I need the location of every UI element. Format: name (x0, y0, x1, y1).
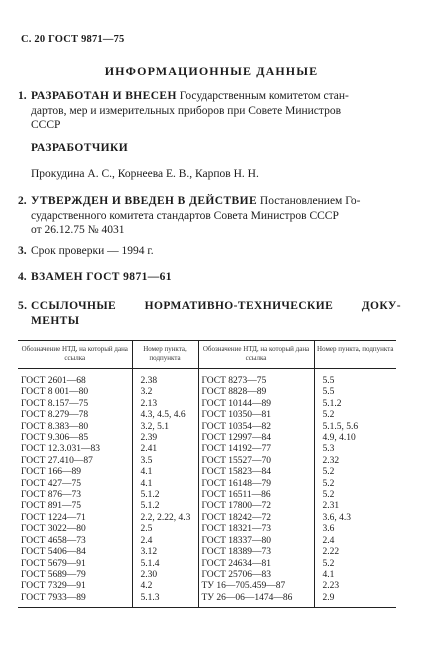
table-row (18, 456, 396, 467)
cell-ntd-left: ГОСТ 891—75 (21, 501, 81, 512)
cell-point-left: 4.3, 4.5, 4.6 (132, 410, 198, 421)
item-5-line-2: МЕНТЫ (31, 315, 80, 327)
item-3 (18, 244, 391, 259)
cell-point-right: 2.31 (314, 501, 396, 512)
cell-ntd-right: ГОСТ 16148—79 (198, 479, 314, 490)
item-1-text: Государственным комитетом стан- (176, 90, 349, 102)
item-5-number: 5. (18, 300, 28, 312)
column-header-ntd-right: Обозначение НТД, на который дана ссылка (198, 341, 314, 369)
item-4-number: 4. (18, 271, 27, 283)
cell-point-left: 2.39 (132, 433, 198, 444)
cell-ntd-right: ГОСТ 14192—77 (198, 444, 314, 455)
cell-ntd-left: ГОСТ 7933—89 (18, 593, 132, 608)
item-4-text: ВЗАМЕН ГОСТ 9871—61 (31, 271, 172, 283)
item-5-word-3: ДОКУ- (361, 300, 401, 312)
table-body (18, 369, 396, 608)
cell-point-right: 5.2 (314, 479, 396, 490)
table-row (18, 410, 396, 421)
item-5-word-2: НОРМАТИВНО-ТЕХНИЧЕСКИЕ (144, 300, 334, 312)
cell-point-left: 2.5 (132, 524, 198, 535)
cell-ntd-right: ГОСТ 8828—89 (198, 387, 314, 398)
cell-ntd-right: ГОСТ 18337—80 (198, 536, 314, 547)
cell-ntd-right: ГОСТ 18389—73 (198, 547, 314, 558)
cell-point-right: 5.5 (314, 387, 396, 398)
item-2-line-3: от 26.12.75 № 4031 (31, 224, 125, 236)
item-3-number: 3. (18, 245, 27, 257)
table-row (18, 570, 396, 581)
cell-point-left: 5.1.3 (132, 593, 198, 608)
cell-ntd-right: ГОСТ 12997—84 (198, 433, 314, 444)
item-2 (18, 194, 391, 238)
cell-ntd-left: ГОСТ 4658—73 (21, 535, 86, 546)
cell-ntd-left: ГОСТ 427—75 (21, 478, 81, 489)
cell-point-left: 2.4 (132, 536, 198, 547)
table-row (18, 467, 396, 478)
table-row (18, 444, 396, 455)
cell-ntd-right: ГОСТ 15823—84 (198, 467, 314, 478)
cell-point-left: 2.30 (132, 570, 198, 581)
cell-point-right: 2.22 (314, 547, 396, 558)
table-row (18, 524, 396, 535)
cell-point-right: 4.1 (314, 570, 396, 581)
cell-point-left: 4.1 (132, 479, 198, 490)
cell-point-right: 5.1.2 (314, 399, 396, 410)
item-5 (18, 299, 401, 329)
cell-point-left: 2.2, 2.22, 4.3 (132, 513, 198, 524)
table-row (18, 501, 396, 512)
item-2-text: Постановлением Го- (257, 195, 361, 207)
cell-point-left: 2.41 (132, 444, 198, 455)
table-row (18, 490, 396, 501)
table-header-row (18, 341, 396, 369)
cell-point-right: 2.9 (314, 593, 396, 608)
developers-heading: РАЗРАБОТЧИКИ (31, 142, 129, 154)
item-5-line-1 (31, 299, 401, 314)
cell-ntd-left: ГОСТ 27.410—87 (21, 455, 93, 466)
table-row (18, 433, 396, 444)
cell-point-right: 2.23 (314, 581, 396, 592)
cell-ntd-left: ГОСТ 8.383—80 (21, 421, 89, 432)
table-row (18, 513, 396, 524)
cell-ntd-right: ТУ 16—705.459—87 (198, 581, 314, 592)
table-row (18, 479, 396, 490)
cell-point-right: 5.2 (314, 490, 396, 501)
cell-point-right: 5.1.5, 5.6 (314, 422, 396, 433)
item-4 (18, 270, 391, 285)
cell-point-left: 3.5 (132, 456, 198, 467)
cell-ntd-left: ГОСТ 8.157—75 (21, 398, 89, 409)
cell-point-right: 5.2 (314, 410, 396, 421)
cell-ntd-left: ГОСТ 2601—68 (21, 376, 86, 386)
item-3-text: Срок проверки — 1994 г. (31, 245, 154, 257)
cell-point-right: 3.6, 4.3 (314, 513, 396, 524)
cell-point-left: 4.2 (132, 581, 198, 592)
item-2-number: 2. (18, 195, 27, 207)
item-1-number: 1. (18, 90, 27, 102)
cell-point-right: 4.9, 4.10 (314, 433, 396, 444)
cell-ntd-right: ГОСТ 10354—82 (198, 422, 314, 433)
table-row (18, 369, 396, 388)
cell-ntd-right: ТУ 26—06—1474—86 (198, 593, 314, 608)
cell-ntd-right: ГОСТ 25706—83 (198, 570, 314, 581)
cell-point-left: 2.13 (132, 399, 198, 410)
cell-ntd-left: ГОСТ 1224—71 (21, 512, 86, 523)
reference-documents-table (18, 340, 396, 608)
cell-point-left: 2.38 (132, 369, 198, 388)
cell-ntd-right: ГОСТ 10350—81 (198, 410, 314, 421)
cell-point-right: 3.6 (314, 524, 396, 535)
cell-ntd-left: ГОСТ 12.3.031—83 (21, 444, 100, 455)
cell-ntd-left: ГОСТ 8.279—78 (21, 410, 89, 421)
cell-ntd-right: ГОСТ 18321—73 (198, 524, 314, 535)
item-1-line-2: дартов, мер и измерительных приборов при Совете Министров (31, 104, 342, 117)
table-row (18, 536, 396, 547)
cell-point-left: 4.1 (132, 467, 198, 478)
item-2-line-2: сударственного комитета стандартов Совета Министров СССР (31, 209, 339, 222)
page-header: С. 20 ГОСТ 9871—75 (21, 34, 125, 45)
table-row (18, 547, 396, 558)
cell-ntd-left: ГОСТ 7329—91 (21, 581, 86, 592)
table-row (18, 422, 396, 433)
cell-ntd-left: ГОСТ 9.306—85 (21, 433, 89, 444)
cell-ntd-right: ГОСТ 15527—70 (198, 456, 314, 467)
cell-ntd-left: ГОСТ 876—73 (21, 490, 81, 501)
item-2-line-1 (31, 194, 391, 209)
column-header-point-left: Номер пункта, подпункта (132, 341, 198, 369)
column-header-point-right: Номер пункта, подпункта (314, 341, 396, 369)
table-row (18, 559, 396, 570)
table-row (18, 399, 396, 410)
cell-point-right: 5.2 (314, 467, 396, 478)
cell-point-right: 5.5 (314, 369, 396, 388)
cell-ntd-right: ГОСТ 18242—72 (198, 513, 314, 524)
cell-ntd-left: ГОСТ 5679—91 (21, 558, 86, 569)
table-row (18, 387, 396, 398)
cell-ntd-right: ГОСТ 24634—81 (198, 559, 314, 570)
cell-ntd-left: ГОСТ 8 001—80 (21, 387, 89, 398)
cell-point-left: 5.1.2 (132, 490, 198, 501)
section-title: ИНФОРМАЦИОННЫЕ ДАННЫЕ (104, 64, 319, 78)
cell-point-left: 3.2, 5.1 (132, 422, 198, 433)
cell-ntd-right: ГОСТ 8273—75 (198, 369, 314, 388)
cell-point-left: 3.2 (132, 387, 198, 398)
cell-ntd-left: ГОСТ 3022—80 (21, 524, 86, 535)
cell-point-right: 5.2 (314, 559, 396, 570)
item-1-line-1 (31, 89, 391, 104)
item-1 (18, 89, 391, 133)
column-header-ntd-left: Обозначение НТД, на который дана ссылка (18, 341, 132, 369)
cell-point-left: 5.1.4 (132, 559, 198, 570)
cell-ntd-right: ГОСТ 17800—72 (198, 501, 314, 512)
table-row (18, 581, 396, 592)
item-5-word-1: ССЫЛОЧНЫЕ (31, 300, 117, 312)
cell-ntd-right: ГОСТ 10144—89 (198, 399, 314, 410)
cell-point-right: 2.32 (314, 456, 396, 467)
cell-point-left: 5.1.2 (132, 501, 198, 512)
item-1-caps: РАЗРАБОТАН И ВНЕСЕН (31, 90, 177, 102)
item-2-caps: УТВЕРЖДЕН И ВВЕДЕН В ДЕЙСТВИЕ (31, 195, 258, 207)
cell-ntd-right: ГОСТ 16511—86 (198, 490, 314, 501)
developers-names: Прокудина А. С., Корнеева Е. В., Карпов Н. Н. (31, 168, 259, 180)
cell-point-right: 5.3 (314, 444, 396, 455)
table-row (18, 593, 396, 608)
cell-ntd-left: ГОСТ 5689—79 (21, 569, 86, 580)
cell-ntd-left: ГОСТ 5406—84 (21, 547, 86, 558)
cell-point-left: 3.12 (132, 547, 198, 558)
cell-ntd-left: ГОСТ 166—89 (21, 467, 81, 478)
cell-point-right: 2.4 (314, 536, 396, 547)
item-1-line-3: СССР (31, 119, 61, 131)
